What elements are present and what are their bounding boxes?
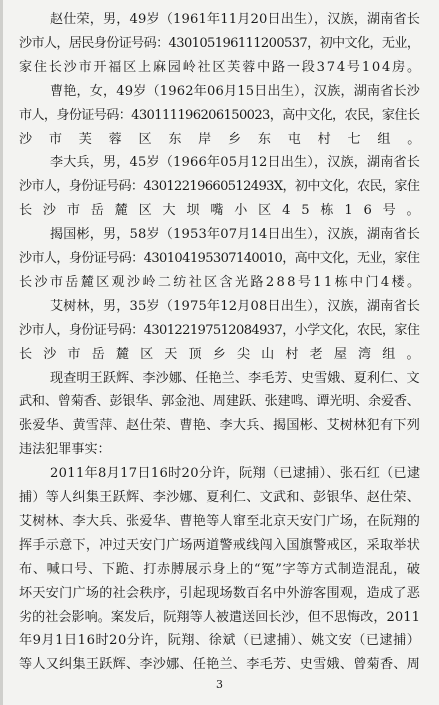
text-line: 张爱华、黄雪萍、赵仕荣、曹艳、李大兵、揭国彬、艾树林犯有下列: [19, 418, 421, 434]
text-line: 揭国彬，男，58岁（1953年07月14日出生），汉族，湖南省长: [50, 227, 420, 243]
text-line: 李大兵，男，45岁（1966年05月12日出生），汉族，湖南省长: [50, 155, 420, 171]
text-line: 赵仕荣，男，49岁（1961年11月20日出生），汉族，湖南省长: [50, 12, 420, 27]
text-line: 现查明王跃辉、李沙娜、任艳兰、李毛芳、史雪娥、夏利仁、文: [50, 370, 420, 386]
text-line: 坏天安门广场的社会秩序，引起现场数百名中外游客围观，造成了恶: [19, 585, 421, 601]
text-line: 沙市人，居民身份证号码：430105196111200537，初中文化，无业，: [19, 35, 420, 51]
page-edge-shadow: [0, 0, 3, 705]
text-line: 布、喊口号、下跪、打赤膊展示身上的“冤”字等方式制造混乱，破: [19, 561, 421, 577]
text-line: 沙市人，身份证号码：430104195307140010，高中文化，无业，家住: [19, 251, 420, 266]
text-line: 市人，身份证号码：430111196206150023，高中文化，农民，家住长: [19, 107, 420, 123]
text-line: 等人又纠集王跃辉、李沙娜、任艳兰、李毛芳、史雪娥、曾菊香、周: [19, 657, 421, 673]
text-line: 捕）等人纠集王跃辉、李沙娜、夏利仁、文武和、彭银华、赵仕荣、: [19, 490, 421, 505]
page-number: 3: [216, 678, 223, 691]
text-line: 艾树林，男，35岁（1975年12月08日出生），汉族，湖南省长: [50, 298, 420, 314]
text-line: 劣的社会影响。案发后，阮翔等人被遣送回长沙，但不思悔改，2011: [19, 609, 420, 625]
text-line: 沙市人，身份证号码：430122197512084937，小学文化，农民，家住: [19, 322, 420, 338]
text-line: 沙市芙蓉区东岸乡东屯村七组。: [19, 131, 438, 147]
text-line: 沙市人，身份证号码：43012219660512493X，初中文化，农民，家住: [19, 179, 420, 195]
text-line: 武和、曾菊香、彭银华、郭金池、周建跃、张建鸣、谭光明、余爱香、: [19, 394, 420, 410]
text-line: 家住长沙市开福区上麻园岭社区芙蓉中路一段374号104房。: [19, 59, 422, 75]
text-line: 艾树林、李大兵、张爱华、曹艳等人窜至北京天安门广场，在阮翔的: [19, 513, 421, 529]
text-line: 违法犯罪事实：: [19, 442, 111, 458]
text-line: 曹艳，女，49岁（1962年06月15日出生），汉族，湖南省长沙: [50, 83, 420, 99]
text-line: 2011年8月17日16时20分许，阮翔（已逮捕）、张石红（已逮: [50, 466, 421, 482]
text-line: 年9月1日16时20分许，阮翔、徐斌（已逮捕）、姚文安（已逮捕）: [19, 633, 421, 649]
text-line: 长沙市岳麓区天顶乡尖山村老屋湾组。: [19, 346, 431, 362]
text-line: 长沙市岳麓区观沙岭二纺社区含光路288号11栋中门4楼。: [19, 274, 423, 290]
text-line: 长沙市岳麓区大坝嘴小区45栋16号。: [19, 203, 431, 219]
text-line: 挥手示意下，冲过天安门广场两道警戒线闯入国旗警戒区，采取举状: [19, 537, 421, 553]
